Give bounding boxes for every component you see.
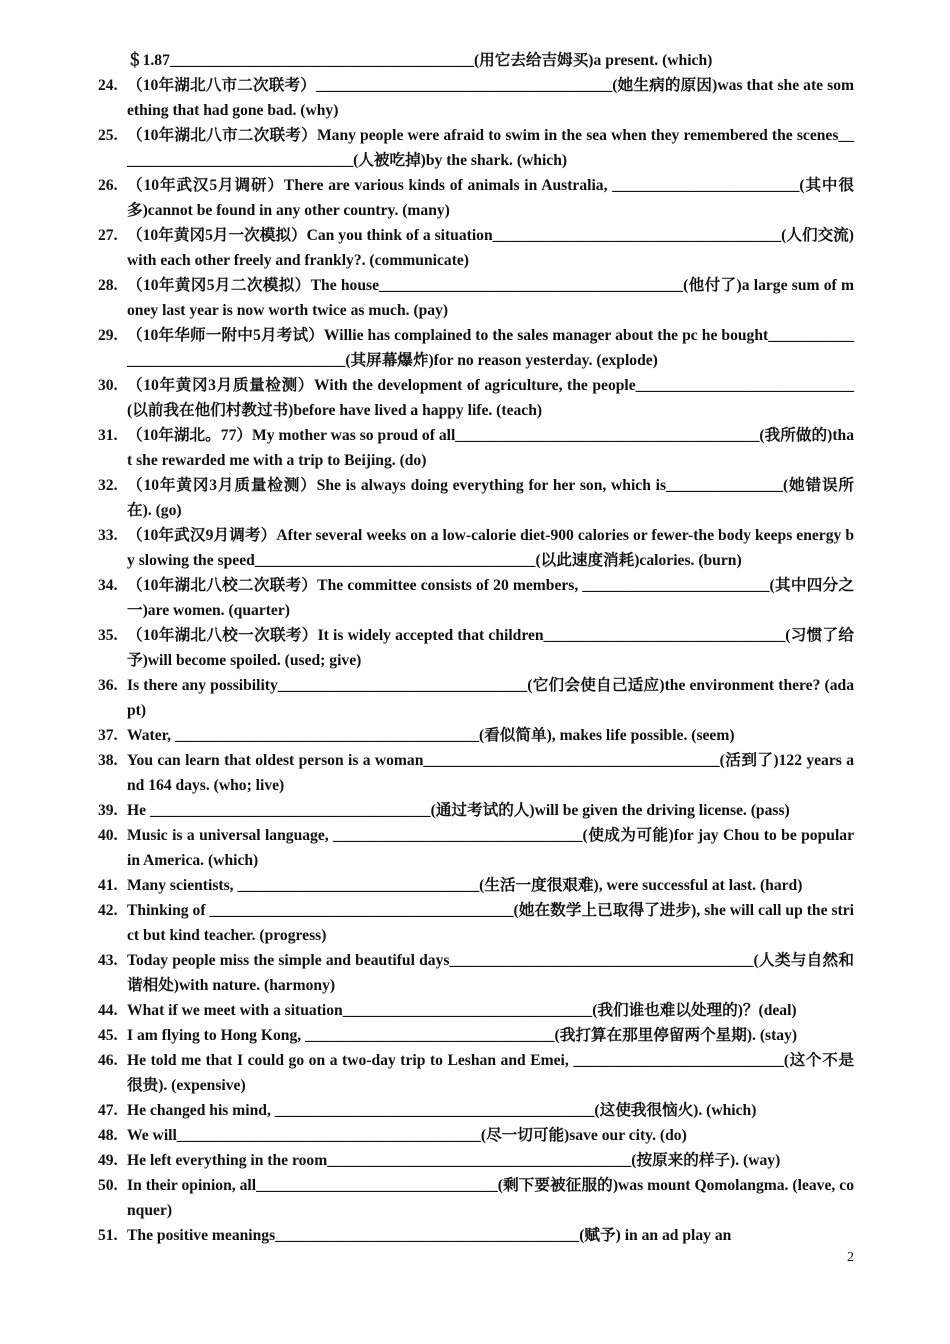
- item-text: What if we meet with a situation________________________________(我们谁也难以处理的)？(deal): [127, 1002, 797, 1019]
- item-text: I am flying to Hong Kong, ________________________________(我打算在那里停留两个星期). (stay): [127, 1027, 798, 1044]
- exercise-item: [98, 373, 854, 423]
- item-text: （10年黄冈3月质量检测）With the development of agriculture, the people____________________________(以前我在他们村教过书)before have lived a happy life. (teach): [127, 377, 854, 419]
- item-number: 43.: [98, 952, 118, 969]
- item-text: （10年黄冈5月二次模拟）The house_______________________________________(他付了)a large sum of money last year is now worth twice as much. (pay): [127, 277, 854, 319]
- item-text: Music is a universal language, ________________________________(使成为可能)for jay Chou to be popular in America. (which): [127, 827, 854, 869]
- exercise-item: [98, 998, 854, 1023]
- item-number: 33.: [98, 527, 118, 544]
- item-number: 30.: [98, 377, 118, 394]
- item-number: 46.: [98, 1052, 118, 1069]
- exercise-item: [98, 1048, 854, 1098]
- item-text: （10年黄冈3月质量检测）She is always doing everything for her son, which is_______________(她错误所在). (go): [127, 477, 854, 519]
- item-number: 50.: [98, 1177, 118, 1194]
- item-number: 51.: [98, 1227, 118, 1244]
- exercise-item: [98, 748, 854, 798]
- item-text: （10年湖北八市二次联考）______________________________________(她生病的原因)was that she ate something that had gone bad. (why): [127, 77, 854, 119]
- item-number: 32.: [98, 477, 118, 494]
- exercise-item: [98, 523, 854, 573]
- item-text: （10年黄冈5月一次模拟）Can you think of a situation_____________________________________(人们交流)with each other freely and frankly?. (communicate): [127, 227, 854, 269]
- item-text: （10年华师一附中5月考试）Willie has complained to the sales manager about the pc he bought_______________________________________(其屏幕爆炸)for no reason yesterday. (explode): [127, 327, 854, 369]
- exercise-item: [98, 798, 854, 823]
- exercise-item: [98, 123, 854, 173]
- item-text: （10年湖北八市二次联考）Many people were afraid to swim in the sea when they remembered the scenes_______________________________(人被吃掉)by the shark. (which): [127, 127, 854, 169]
- intro-line: [98, 48, 854, 73]
- item-number: 40.: [98, 827, 118, 844]
- item-text: In their opinion, all_______________________________(剩下要被征服的)was mount Qomolangma. (leave, conquer): [127, 1177, 854, 1219]
- exercise-item: [98, 1148, 854, 1173]
- exercise-item: [98, 423, 854, 473]
- item-number: 36.: [98, 677, 118, 694]
- exercise-item: [98, 1123, 854, 1148]
- exercise-item: [98, 898, 854, 948]
- item-text: （10年武汉5月调研）There are various kinds of animals in Australia, ________________________(其中很多)cannot be found in any other country. (many): [127, 177, 854, 219]
- exercise-item: [98, 173, 854, 223]
- exercise-item: [98, 948, 854, 998]
- item-text: （10年湖北八校二次联考）The committee consists of 20 members, ________________________(其中四分之一)are women. (quarter): [127, 577, 854, 619]
- item-number: 47.: [98, 1102, 118, 1119]
- item-number: 35.: [98, 627, 118, 644]
- item-text: （10年湖北。77）My mother was so proud of all_______________________________________(我所做的)that she rewarded me with a trip to Beijing. (do): [127, 427, 854, 469]
- item-text: （10年武汉9月调考）After several weeks on a low-calorie diet-900 calories or fewer-the body keeps energy by slowing the speed____________________________________(以此速度消耗)calories. (burn): [127, 527, 854, 569]
- exercise-item: [98, 273, 854, 323]
- exercise-item: [98, 223, 854, 273]
- exercise-item: [98, 723, 854, 748]
- intro-text: ＄1.87_______________________________________(用它去给吉姆买)a present. (which): [127, 52, 713, 69]
- item-text: Water, _______________________________________(看似简单), makes life possible. (seem): [127, 727, 735, 744]
- exercise-list: [98, 48, 854, 1248]
- item-text: （10年湖北八校一次联考）It is widely accepted that children_______________________________(习惯了给予)will become spoiled. (used; give): [127, 627, 854, 669]
- item-number: 34.: [98, 577, 118, 594]
- item-number: 37.: [98, 727, 118, 744]
- exercise-item: [98, 673, 854, 723]
- item-number: 42.: [98, 902, 118, 919]
- exercise-item: [98, 1023, 854, 1048]
- item-text: He left everything in the room_______________________________________(按原来的样子). (way): [127, 1152, 781, 1169]
- item-number: 49.: [98, 1152, 118, 1169]
- item-number: 26.: [98, 177, 118, 194]
- exercise-item: [98, 73, 854, 123]
- exercise-item: [98, 873, 854, 898]
- item-number: 38.: [98, 752, 118, 769]
- page-number: 2: [847, 1250, 854, 1265]
- exercise-item: [98, 473, 854, 523]
- item-text: The positive meanings_______________________________________(赋予) in an ad play an: [127, 1227, 732, 1244]
- exercise-item: [98, 1223, 854, 1248]
- item-text: Today people miss the simple and beautiful days_______________________________________(人类与自然和谐相处)with nature. (harmony): [127, 952, 854, 994]
- item-text: He ____________________________________(通过考试的人)will be given the driving license. (pass): [127, 802, 790, 819]
- item-text: Is there any possibility________________________________(它们会使自己适应)the environment there? (adapt): [127, 677, 854, 719]
- item-number: 28.: [98, 277, 118, 294]
- item-number: 24.: [98, 77, 118, 94]
- item-number: 25.: [98, 127, 118, 144]
- item-number: 45.: [98, 1027, 118, 1044]
- item-text: We will_______________________________________(尽一切可能)save our city. (do): [127, 1127, 687, 1144]
- exercise-item: [98, 573, 854, 623]
- item-text: He changed his mind, _________________________________________(这使我很恼火). (which): [127, 1102, 757, 1119]
- item-text: Many scientists, _______________________________(生活一度很艰难), were successful at last. (hard): [127, 877, 803, 894]
- item-number: 44.: [98, 1002, 118, 1019]
- item-number: 39.: [98, 802, 118, 819]
- exercise-item: [98, 323, 854, 373]
- item-number: 27.: [98, 227, 118, 244]
- item-text: Thinking of _______________________________________(她在数学上已取得了进步), she will call up the strict but kind teacher. (progress): [127, 902, 854, 944]
- exercise-item: [98, 623, 854, 673]
- item-text: You can learn that oldest person is a woman______________________________________(活到了)122 years and 164 days. (who; live): [127, 752, 854, 794]
- item-number: 48.: [98, 1127, 118, 1144]
- exercise-item: [98, 1173, 854, 1223]
- item-number: 31.: [98, 427, 118, 444]
- exercise-item: [98, 823, 854, 873]
- item-number: 41.: [98, 877, 118, 894]
- item-text: He told me that I could go on a two-day trip to Leshan and Emei, ___________________________(这个不是很贵). (expensive): [127, 1052, 854, 1094]
- exercise-item: [98, 1098, 854, 1123]
- item-number: 29.: [98, 327, 118, 344]
